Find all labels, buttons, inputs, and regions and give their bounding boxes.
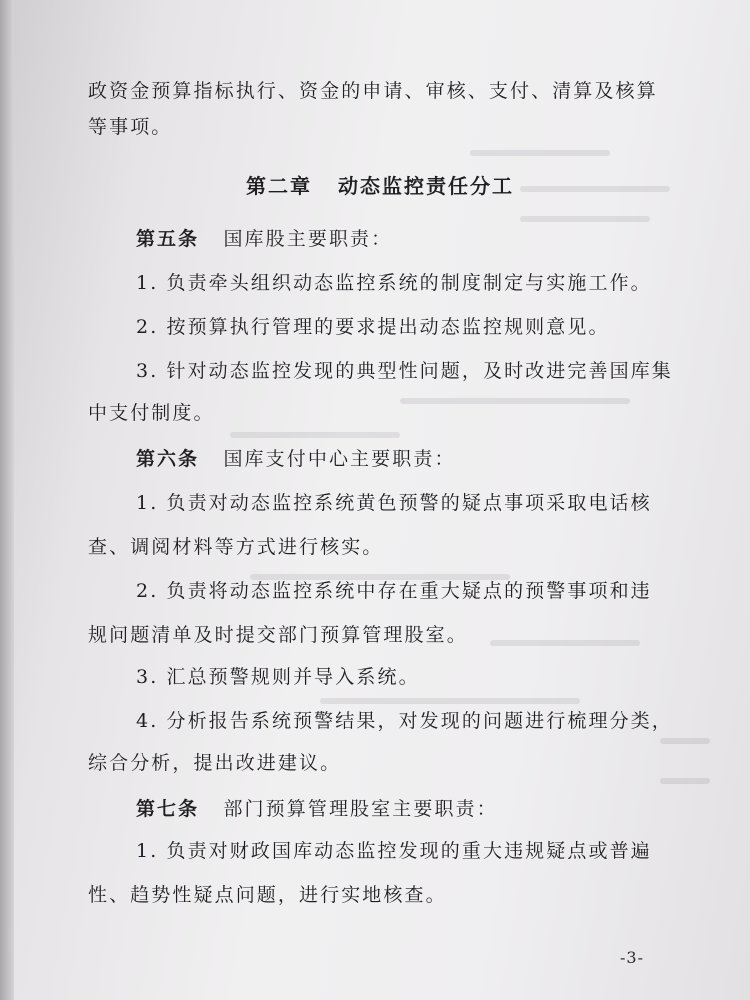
body-line: 2. 按预算执行管理的要求提出动态监控规则意见。 (136, 316, 610, 338)
body-line: 2. 负责将动态监控系统中存在重大疑点的预警事项和违 (136, 580, 652, 602)
body-line: 3. 汇总预警规则并导入系统。 (136, 666, 420, 688)
article-heading (136, 226, 392, 252)
show-through-text (520, 186, 670, 192)
article-label: 第七条 (136, 798, 200, 820)
article-label: 第六条 (136, 448, 200, 470)
body-line: 3. 针对动态监控发现的典型性问题，及时改进完善国库集 (136, 360, 673, 382)
chapter-heading (246, 170, 514, 199)
chapter-label: 第二章 (246, 174, 312, 198)
body-line: 1. 负责牵头组织动态监控系统的制度制定与实施工作。 (136, 272, 652, 294)
body-line: 政资金预算指标执行、资金的申请、审核、支付、清算及核算 (88, 80, 658, 102)
article-heading (136, 446, 456, 472)
show-through-text (660, 778, 710, 784)
show-through-text (320, 698, 580, 704)
show-through-text (400, 398, 630, 404)
show-through-text (470, 150, 610, 156)
article-title: 国库支付中心主要职责： (223, 448, 456, 470)
article-label: 第五条 (136, 228, 200, 250)
body-line: 性、趋势性疑点问题，进行实地核查。 (88, 884, 447, 906)
body-line: 4. 分析报告系统预警结果，对发现的问题进行梳理分类， (136, 710, 673, 732)
show-through-text (230, 432, 400, 438)
show-through-text (520, 216, 650, 222)
article-title: 国库股主要职责： (223, 228, 393, 250)
body-line: 综合分析，提出改进建议。 (88, 752, 342, 774)
body-line: 规问题清单及时提交部门预算管理股室。 (88, 624, 468, 646)
page-number: -3- (620, 948, 644, 967)
chapter-title: 动态监控责任分工 (338, 174, 514, 198)
body-line: 1. 负责对财政国库动态监控发现的重大违规疑点或普遍 (136, 840, 652, 862)
article-title: 部门预算管理股室主要职责： (223, 798, 498, 820)
body-line: 1. 负责对动态监控系统黄色预警的疑点事项采取电话核 (136, 492, 652, 514)
body-line: 等事项。 (88, 116, 173, 138)
article-heading (136, 796, 498, 822)
show-through-text (490, 640, 640, 646)
body-line: 中支付制度。 (88, 402, 215, 424)
show-through-text (660, 738, 710, 744)
body-line: 查、调阅材料等方式进行核实。 (88, 536, 384, 558)
